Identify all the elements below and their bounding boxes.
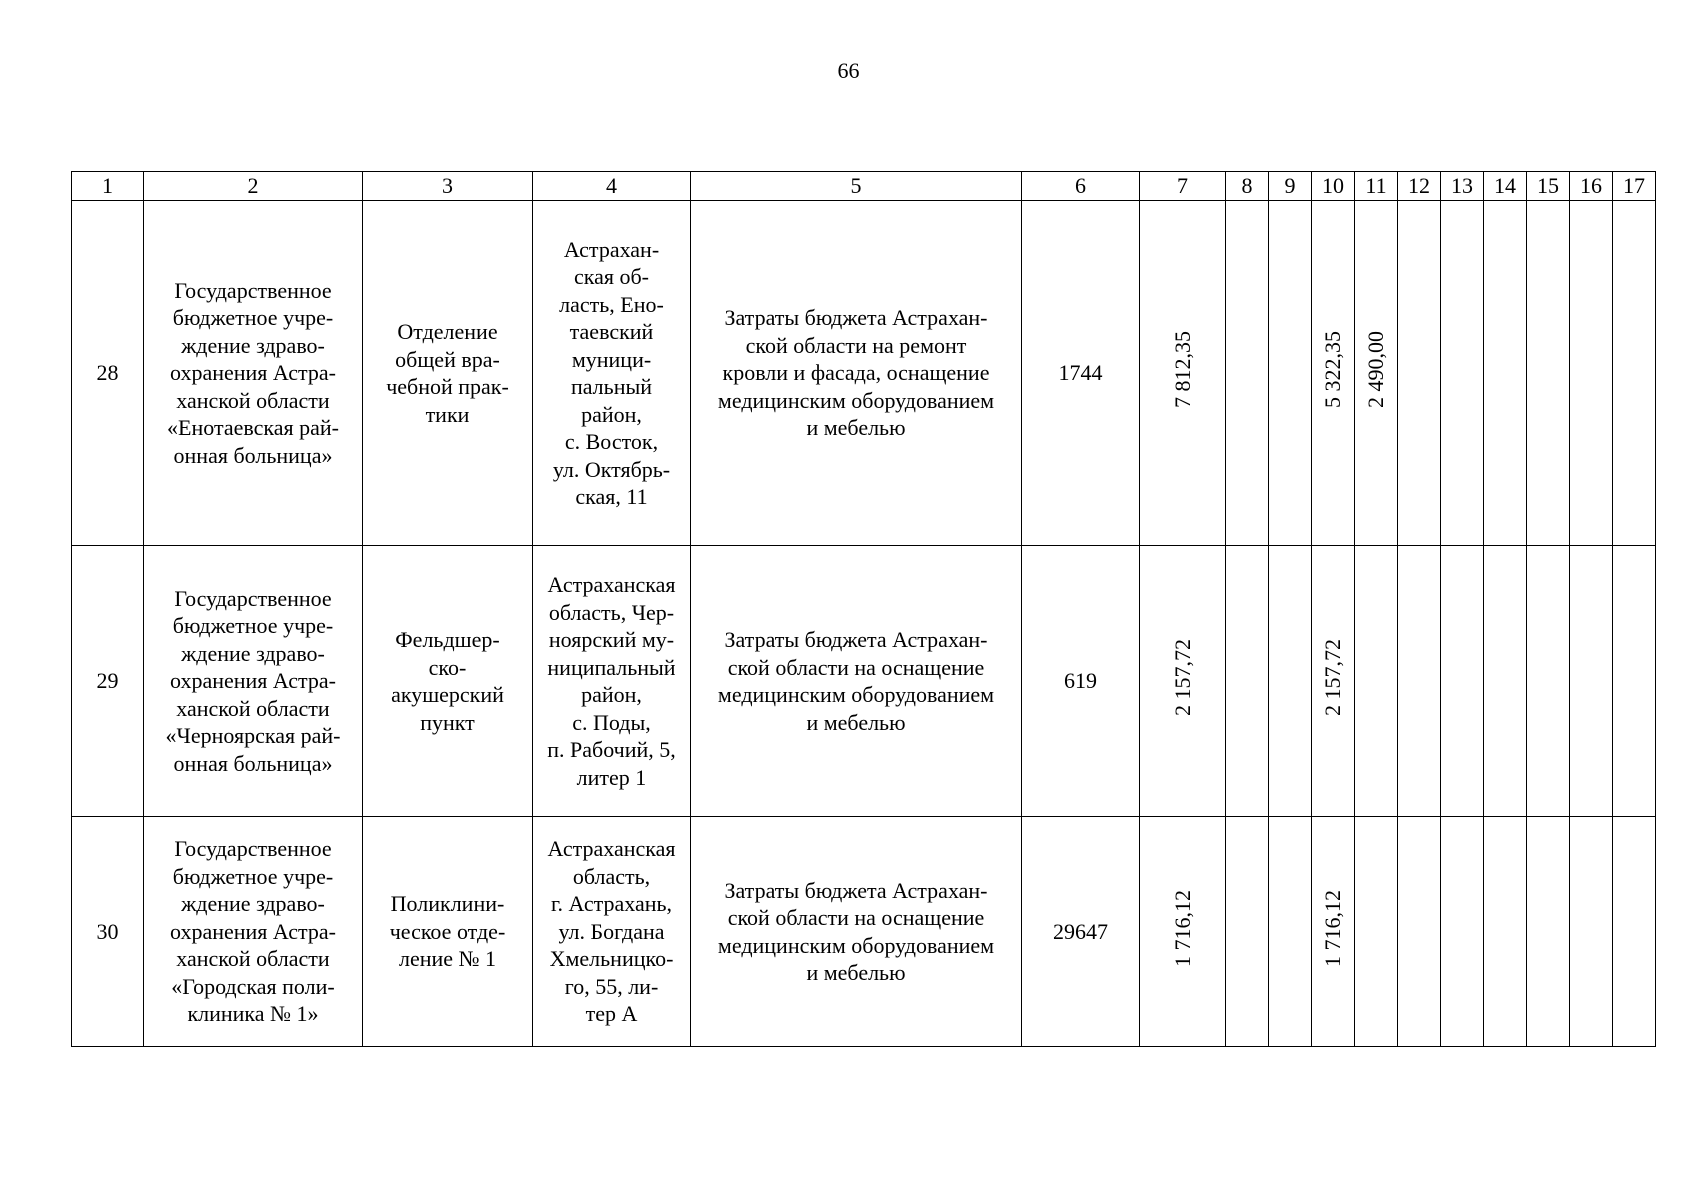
col11-cell bbox=[1355, 817, 1398, 1047]
col16-cell bbox=[1570, 546, 1613, 817]
col7-cell bbox=[1140, 817, 1226, 1047]
col17-cell bbox=[1613, 201, 1656, 546]
col-header-9: 9 bbox=[1269, 172, 1312, 201]
col9-cell bbox=[1269, 817, 1312, 1047]
col-header-1: 1 bbox=[72, 172, 144, 201]
col13-cell bbox=[1441, 201, 1484, 546]
object-cell: Фельдшер- ско- акушерский пункт bbox=[363, 546, 533, 817]
row-number: 28 bbox=[72, 201, 144, 546]
col-header-7: 7 bbox=[1140, 172, 1226, 201]
col9-cell bbox=[1269, 201, 1312, 546]
purpose-cell: Затраты бюджета Астрахан- ской области на ремонт кровли и фасада, оснащение медицинским оборудованием и мебелью bbox=[691, 201, 1022, 546]
institution-cell: Государственное бюджетное учре- ждение здраво- охранения Астра- ханской области «Городская поли- клиника № 1» bbox=[144, 817, 363, 1047]
table-row bbox=[72, 817, 1656, 1047]
object-cell: Отделение общей вра- чебной прак- тики bbox=[363, 201, 533, 546]
col6-cell: 619 bbox=[1022, 546, 1140, 817]
row-number: 30 bbox=[72, 817, 144, 1047]
col17-cell bbox=[1613, 817, 1656, 1047]
cost-table bbox=[71, 171, 1656, 1047]
col8-cell bbox=[1226, 817, 1269, 1047]
page-number: 66 bbox=[837, 58, 860, 83]
col14-cell bbox=[1484, 546, 1527, 817]
col12-cell bbox=[1398, 201, 1441, 546]
col13-cell bbox=[1441, 546, 1484, 817]
col12-cell bbox=[1398, 817, 1441, 1047]
col-header-3: 3 bbox=[363, 172, 533, 201]
col-header-8: 8 bbox=[1226, 172, 1269, 201]
col15-cell bbox=[1527, 817, 1570, 1047]
col8-cell bbox=[1226, 201, 1269, 546]
institution-cell: Государственное бюджетное учре- ждение здраво- охранения Астра- ханской области «Енотаевская рай- онная больница» bbox=[144, 201, 363, 546]
col14-cell bbox=[1484, 817, 1527, 1047]
col16-cell bbox=[1570, 817, 1613, 1047]
col10-value: 2 157,72 bbox=[1320, 639, 1345, 717]
col6-cell: 1744 bbox=[1022, 201, 1140, 546]
address-cell: Астраханская область, г. Астрахань, ул. Богдана Хмельницко- го, 55, ли- тер А bbox=[533, 817, 691, 1047]
col11-cell bbox=[1355, 546, 1398, 817]
col-header-5: 5 bbox=[691, 172, 1022, 201]
col7-cell bbox=[1140, 201, 1226, 546]
col10-cell bbox=[1312, 817, 1355, 1047]
col7-cell bbox=[1140, 546, 1226, 817]
col11-value: 2 490,00 bbox=[1363, 331, 1388, 409]
col12-cell bbox=[1398, 546, 1441, 817]
col15-cell bbox=[1527, 201, 1570, 546]
col15-cell bbox=[1527, 546, 1570, 817]
institution-cell: Государственное бюджетное учре- ждение здраво- охранения Астра- ханской области «Черноярская рай- онная больница» bbox=[144, 546, 363, 817]
col10-cell bbox=[1312, 201, 1355, 546]
col17-cell bbox=[1613, 546, 1656, 817]
table-header-row bbox=[72, 172, 1656, 201]
col13-cell bbox=[1441, 817, 1484, 1047]
col-header-16: 16 bbox=[1570, 172, 1613, 201]
table-row bbox=[72, 201, 1656, 546]
col14-cell bbox=[1484, 201, 1527, 546]
col-header-11: 11 bbox=[1355, 172, 1398, 201]
col-header-4: 4 bbox=[533, 172, 691, 201]
col8-cell bbox=[1226, 546, 1269, 817]
col7-value: 2 157,72 bbox=[1169, 639, 1195, 717]
col16-cell bbox=[1570, 201, 1613, 546]
col-header-12: 12 bbox=[1398, 172, 1441, 201]
col-header-17: 17 bbox=[1613, 172, 1656, 201]
col-header-15: 15 bbox=[1527, 172, 1570, 201]
col-header-6: 6 bbox=[1022, 172, 1140, 201]
col10-cell bbox=[1312, 546, 1355, 817]
col-header-13: 13 bbox=[1441, 172, 1484, 201]
col10-value: 1 716,12 bbox=[1320, 889, 1345, 967]
object-cell: Поликлини- ческое отде- ление № 1 bbox=[363, 817, 533, 1047]
col10-value: 5 322,35 bbox=[1320, 331, 1345, 409]
col7-value: 1 716,12 bbox=[1169, 889, 1195, 967]
address-cell: Астрахан- ская об- ласть, Ено- таевский муници- пальный район, с. Восток, ул. Октябрь- ская, 11 bbox=[533, 201, 691, 546]
address-cell: Астраханская область, Чер- ноярский му- ниципальный район, с. Поды, п. Рабочий, 5, литер 1 bbox=[533, 546, 691, 817]
col6-cell: 29647 bbox=[1022, 817, 1140, 1047]
col-header-14: 14 bbox=[1484, 172, 1527, 201]
col9-cell bbox=[1269, 546, 1312, 817]
purpose-cell: Затраты бюджета Астрахан- ской области на оснащение медицинским оборудованием и мебелью bbox=[691, 817, 1022, 1047]
table-row bbox=[72, 546, 1656, 817]
col11-cell bbox=[1355, 201, 1398, 546]
row-number: 29 bbox=[72, 546, 144, 817]
col7-value: 7 812,35 bbox=[1169, 331, 1195, 409]
col-header-10: 10 bbox=[1312, 172, 1355, 201]
purpose-cell: Затраты бюджета Астрахан- ской области на оснащение медицинским оборудованием и мебелью bbox=[691, 546, 1022, 817]
col-header-2: 2 bbox=[144, 172, 363, 201]
